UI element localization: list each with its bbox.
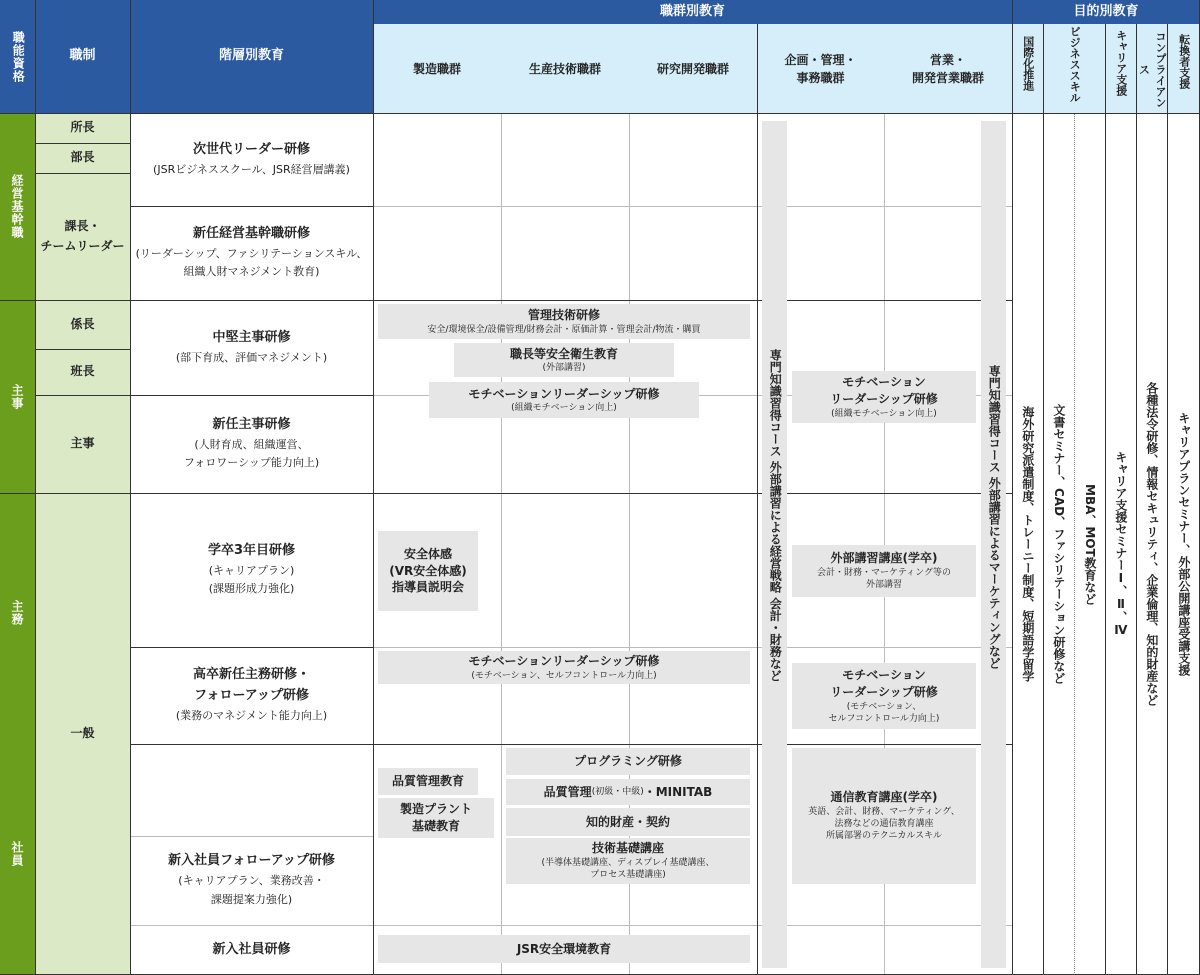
program-specialist-marketing: [981, 121, 1006, 968]
course-next-gen-leader: [130, 113, 373, 206]
purpose-program-mba-label: MBA、MOT教育など: [1082, 483, 1097, 605]
program-programming: [506, 748, 750, 775]
grid-line: [130, 925, 373, 926]
grid-line: [35, 395, 130, 396]
header-qualification: [0, 0, 35, 113]
grade-shuji-label: 主事: [10, 383, 24, 410]
course-title: 中堅主事研修: [212, 329, 291, 345]
program-title: 知的財産・契約: [585, 814, 670, 829]
program-title: 外部講習講座(学卒): [830, 551, 938, 566]
program-specialist-marketing-label: 専門知識習得コース 外部講習によるマーケティングなど: [987, 365, 1002, 670]
program-motivation-leadership-1: [429, 382, 699, 418]
grid-line: [35, 173, 130, 174]
purpose-program-career-label: キャリア支援セミナーⅠ、Ⅱ、Ⅳ: [1113, 451, 1128, 637]
job-group-planning-admin: 企画・管理・ 事務職群: [757, 24, 884, 113]
grid-line: [35, 0, 36, 975]
purpose-career-label: キャリア支援: [1114, 30, 1128, 96]
course-new-shuji: [130, 395, 373, 493]
grid-line: [373, 925, 1012, 926]
grid-line: [501, 113, 502, 975]
purpose-international-label: 国際化推進: [1021, 36, 1035, 91]
course-hs-new-shumu: [130, 647, 373, 744]
program-plant-basic: [378, 798, 494, 838]
grid-line: [130, 0, 131, 975]
program-title: 製造プラント 基礎教育: [399, 802, 472, 833]
program-motivation-leadership-2: [792, 371, 976, 423]
course-title: 高卒新任主務研修・ フォローアップ研修: [192, 667, 310, 704]
program-title: 品質管理教育: [391, 774, 464, 789]
program-title: モチベーション リーダーシップ研修: [830, 668, 938, 699]
purpose-program-business: [1043, 113, 1074, 975]
grade-shumu: [0, 493, 35, 733]
purpose-program-conversion: [1167, 113, 1200, 975]
program-title: 技術基礎講座: [591, 841, 664, 856]
purpose-program-compliance-label: 各種法令研修、情報セキュリティ、企業倫理、知的財産など: [1144, 382, 1159, 706]
program-title: モチベーションリーダーシップ研修: [468, 654, 660, 669]
purpose-compliance-label: コンプライアンス: [1137, 31, 1167, 108]
rank-ippan: 一般: [35, 493, 130, 975]
purpose-compliance: [1136, 24, 1167, 113]
program-sub: 安全/環境保全/設備管理/財務会計・原価計算・管理会計/物流・購買: [427, 324, 701, 335]
course-title: 新入社員フォローアップ研修: [168, 853, 335, 869]
grade-shuji: [0, 300, 35, 493]
program-title: モチベーション リーダーシップ研修: [830, 375, 938, 406]
rank-hancho: 班長: [35, 349, 130, 395]
program-specialist-strategy: [762, 121, 787, 968]
grid-line: [35, 143, 130, 144]
grade-shain-label: 社員: [10, 841, 24, 867]
grid-line: [757, 24, 758, 975]
grid-line: [130, 647, 373, 648]
program-sub: (外部講習): [542, 363, 586, 374]
grid-line: [0, 300, 1012, 301]
program-title: 職長等安全衛生教育: [509, 346, 618, 361]
program-title: JSR安全環境教育: [516, 941, 612, 956]
purpose-international: [1012, 24, 1043, 113]
grade-shain: [0, 733, 35, 975]
purpose-business-skill: [1043, 24, 1105, 113]
course-title: 次世代リーダー研修: [192, 141, 310, 157]
grade-executive: [0, 113, 35, 300]
program-sub: (モチベーション、セルフコントロール力向上): [471, 670, 657, 681]
grid-line: [373, 647, 1012, 648]
course-new-employee: [130, 925, 373, 975]
grid-line: [130, 836, 373, 837]
grid-line: [35, 349, 130, 350]
job-group-sales: 営業・ 開発営業職群: [884, 24, 1012, 113]
job-group-rnd: 研究開発職群: [629, 24, 757, 113]
program-ip-contract: [506, 808, 750, 836]
program-sub: 英語、会計、財務、マーケティング、 法務などの通信教育講座 所属部署のテクニカルスキル: [808, 807, 960, 842]
program-specialist-strategy-label: 専門知識習得コース 外部講習による経営戦略 会計・財務など: [768, 349, 783, 682]
program-sub: (組織モチベーション向上): [831, 408, 937, 419]
program-title: 管理技術研修: [527, 308, 600, 323]
program-correspondence: [792, 748, 976, 884]
purpose-conversion: [1167, 24, 1200, 113]
rank-shocho: 所長: [35, 113, 130, 143]
purpose-program-compliance: [1136, 113, 1167, 975]
header-level-education: 階層別教育: [130, 0, 373, 113]
grade-executive-label: 経営基幹職: [10, 174, 24, 239]
program-foreman-safety: [454, 343, 674, 377]
purpose-conversion-label: 転換者支援: [1177, 34, 1191, 89]
purpose-program-international: [1012, 113, 1043, 975]
program-quality-control: [378, 768, 478, 795]
course-mid-shuji: [130, 300, 373, 395]
program-sub: 会計・財務・マーケティング等の 外部講習: [817, 568, 951, 591]
grid-line: [130, 395, 373, 396]
program-sub: (モチベーション、 セルフコントロール力向上): [828, 701, 940, 724]
program-management-tech: [378, 304, 750, 339]
course-title: 学卒3年目研修: [207, 542, 296, 558]
program-title-rest: ・MINITAB: [643, 784, 713, 799]
program-sub: (組織モチベーション向上): [511, 403, 617, 414]
program-safety-experience: [378, 531, 478, 611]
purpose-program-mba: [1074, 113, 1105, 975]
header-system: 職制: [35, 0, 130, 113]
program-sub: (半導体基礎講座、ディスプレイ基礎講座、 プロセス基礎講座): [541, 858, 715, 881]
purpose-program-conversion-label: キャリアプランセミナー、外部公開講座受講支援: [1176, 412, 1191, 676]
job-group-production-tech: 生産技術職群: [501, 24, 629, 113]
purpose-program-business-label: 文書セミナー、CAD、ファシリテーション研修など: [1051, 403, 1066, 685]
job-group-manufacturing: 製造職群: [373, 24, 501, 113]
grid-line: [130, 744, 1012, 745]
purpose-career: [1105, 24, 1136, 113]
program-qc-minitab: [506, 779, 750, 805]
course-title: 新任経営基幹職研修: [192, 225, 310, 241]
course-sub: (キャリアプラン) (課題形成力強化): [208, 563, 295, 596]
course-sub: (リーダーシップ、ファシリテーションスキル、 組織人財マネジメント教育): [135, 246, 368, 279]
grid-line: [130, 206, 373, 207]
header-qualification-label: 職能資格: [11, 30, 26, 83]
course-new-employee-followup: [130, 836, 373, 925]
course-sub: (人財育成、組織運営、 フォロワーシップ能力向上): [183, 437, 320, 470]
purpose-program-career: [1105, 113, 1136, 975]
purpose-program-international-label: 海外研究派遣制度、トレーニー制度、短期語学留学: [1020, 406, 1035, 682]
rank-shuji: 主事: [35, 395, 130, 493]
course-new-executive: [130, 206, 373, 300]
program-motivation-leadership-4: [792, 663, 976, 729]
grade-shumu-label: 主務: [10, 600, 24, 626]
program-motivation-leadership-3: [378, 651, 750, 684]
course-title: 新入社員研修: [212, 941, 291, 957]
program-title: 品質管理: [543, 784, 592, 799]
program-title: モチベーションリーダーシップ研修: [468, 386, 660, 401]
program-title: 通信教育講座(学卒): [830, 790, 938, 805]
course-sub: (部下育成、評価マネジメント): [175, 350, 328, 364]
program-external-course: [792, 545, 976, 597]
course-title: 新任主事研修: [212, 416, 291, 432]
rank-kacho: 課長・ チームリーダー: [35, 173, 130, 300]
program-jsr-safety: [378, 935, 750, 963]
program-title: プログラミング研修: [574, 754, 682, 769]
header-job-group-education: 職群別教育: [373, 0, 1012, 24]
course-sub: (JSRビジネススクール、JSR経営層講義): [153, 162, 350, 176]
program-title-small: (初級・中級): [591, 786, 644, 797]
header-purpose-education: 目的別教育: [1012, 0, 1200, 24]
grid-line: [373, 206, 1012, 207]
rank-bucho: 部長: [35, 143, 130, 173]
purpose-business-skill-label: ビジネススキル: [1068, 26, 1082, 103]
course-3rd-year: [130, 493, 373, 647]
program-title: 安全体感 (VR安全体感) 指導員説明会: [389, 546, 467, 595]
course-sub: (キャリアプラン、業務改善・ 課題提案力強化): [178, 874, 325, 906]
grid-line: [373, 0, 374, 975]
grid-line: [0, 493, 1012, 494]
program-tech-basic: [506, 838, 750, 884]
rank-kakaricho: 係長: [35, 300, 130, 349]
course-sub: (業務のマネジメント能力向上): [175, 708, 328, 722]
